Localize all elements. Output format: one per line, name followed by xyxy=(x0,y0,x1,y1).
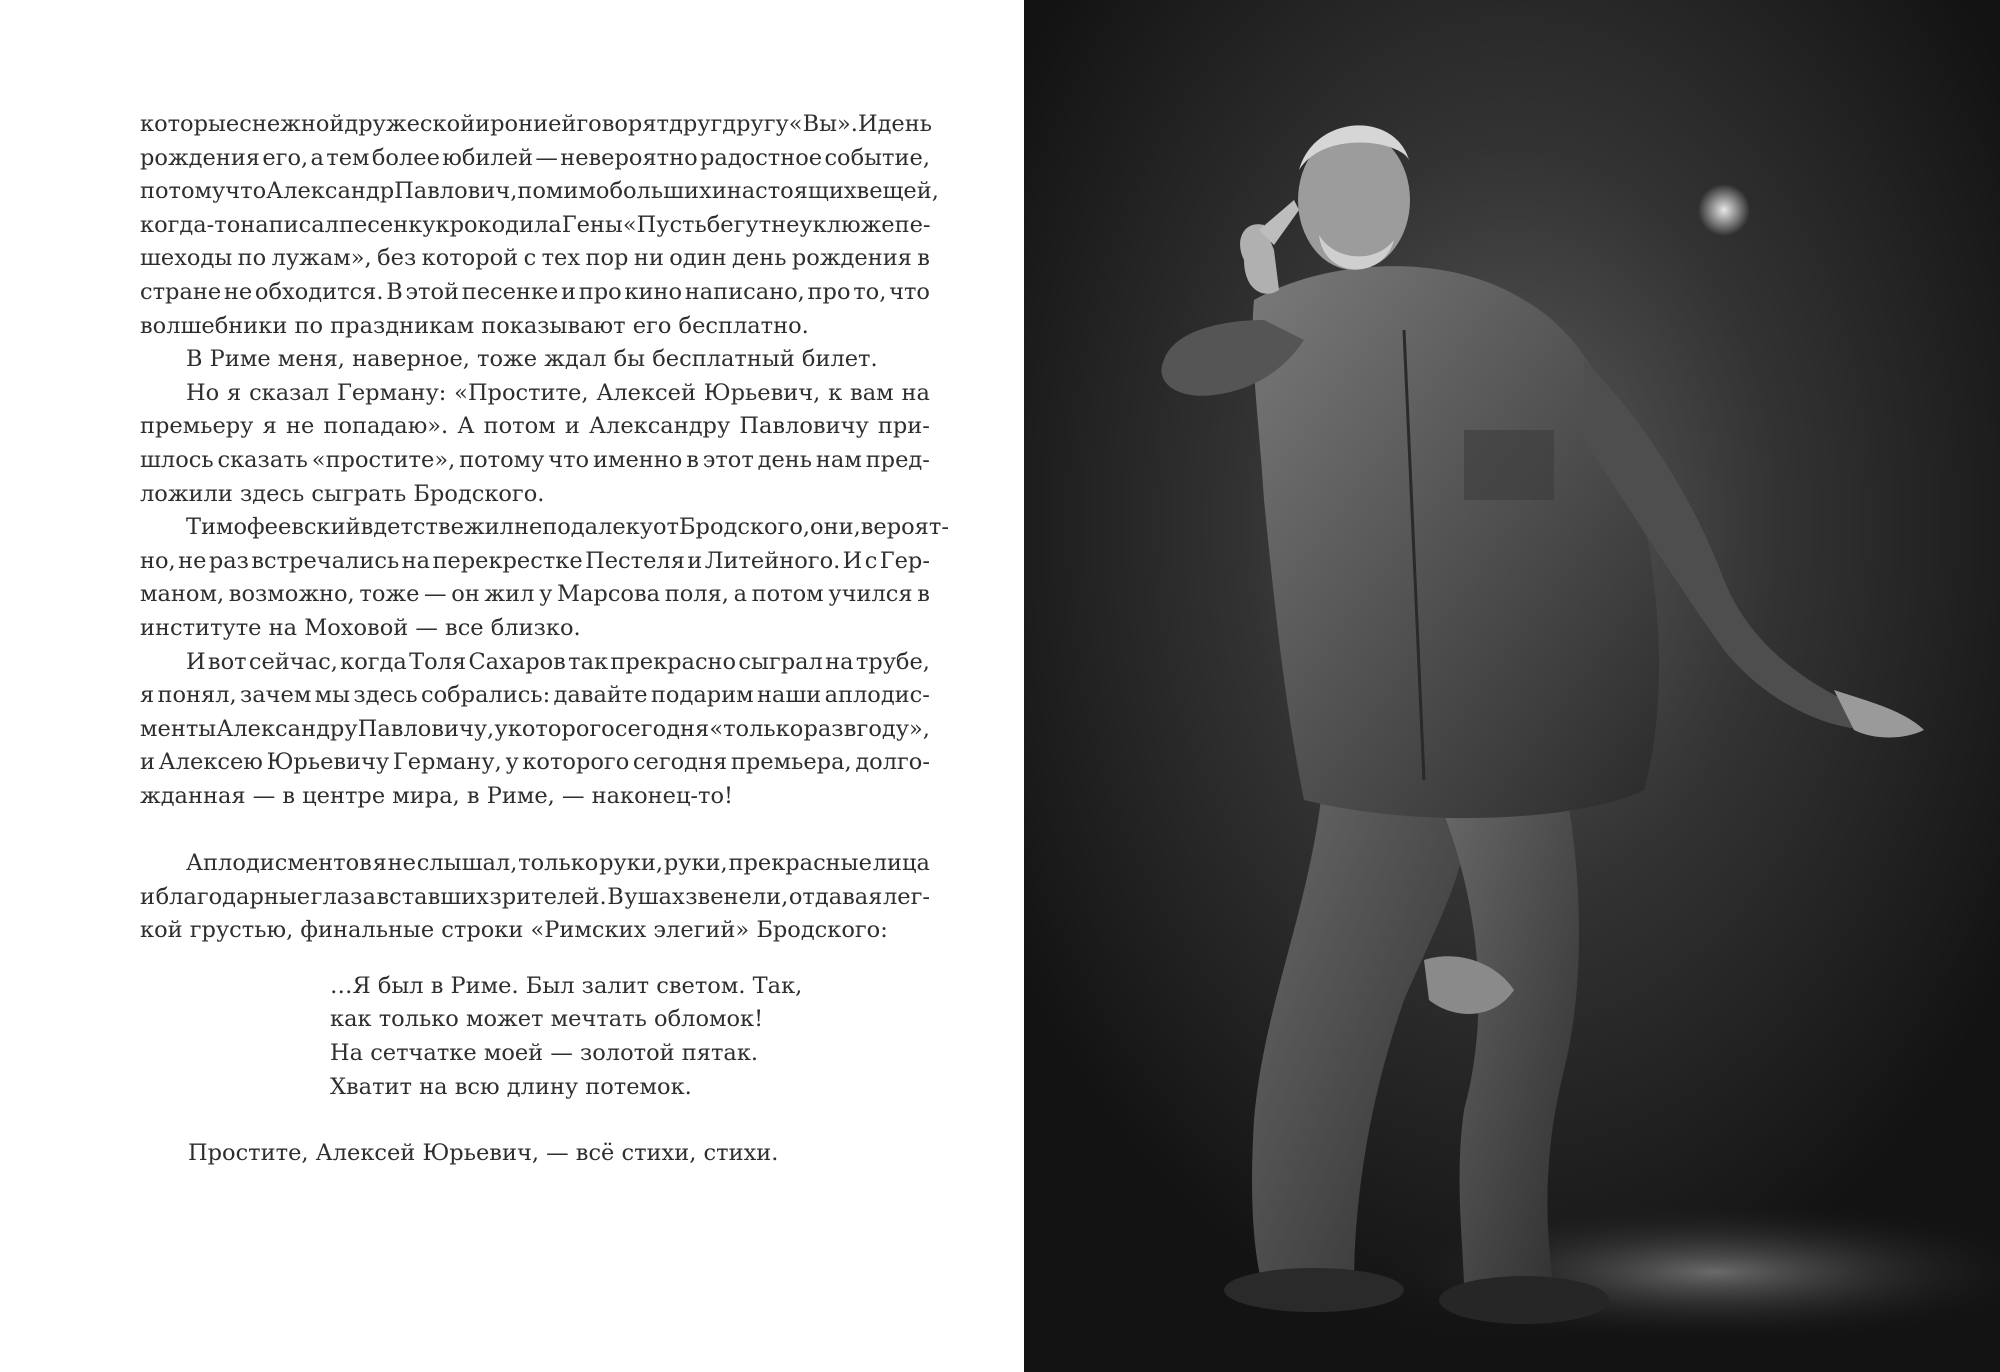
text-line: рождения его, а тем более юбилей — невероятно радостное событие, xyxy=(140,144,930,171)
text-line: волшебники по праздникам показывают его бесплатно. xyxy=(140,312,809,339)
text-line: но, не раз встречались на перекрестке Пестеля и Литейного. И с Гер- xyxy=(140,547,930,574)
text-line: И вот сейчас, когда Толя Сахаров так прекрасно сыграл на трубе, xyxy=(186,648,930,675)
text-line: стране не обходится. В этой песенке и про кино написано, про то, что xyxy=(140,278,930,305)
text-line: которые с нежной дружеской иронией говорят друг другу «Вы». И день xyxy=(140,111,932,137)
text-line: Но я сказал Герману: «Простите, Алексей Юрьевич, к вам на xyxy=(186,379,930,406)
text-line: В Риме меня, наверное, тоже ждал бы бесплатный билет. xyxy=(186,346,878,373)
poem-line: Хватит на всю длину потемок. xyxy=(330,1073,692,1100)
poem-line: как только может мечтать обломок! xyxy=(330,1006,764,1033)
poem-line: На сетчатке моей — золотой пятак. xyxy=(330,1040,759,1067)
body-text xyxy=(140,108,949,1171)
text-line: и благодарные глаза вставших зрителей. В ушах звенели, отдавая лег- xyxy=(140,883,930,910)
text-line: менты Александру Павловичу, у которого сегодня «только раз в году», xyxy=(140,715,930,742)
closing-line: Простите, Алексей Юрьевич, — всё стихи, стихи. xyxy=(188,1140,779,1167)
text-line: жданная — в центре мира, в Риме, — наконец-то! xyxy=(140,782,734,809)
stage-performer-photo xyxy=(1024,0,2000,1372)
text-line: премьеру я не попадаю». А потом и Александру Павловичу при- xyxy=(140,413,930,440)
text-line: потому что Александр Павлович, помимо больших и настоящих вещей, xyxy=(140,178,939,205)
stage-lamp xyxy=(1698,184,1750,236)
text-line: я понял, зачем мы здесь собрались: давайте подарим наши аплодис- xyxy=(140,682,930,709)
text-line: институте на Моховой — все близко. xyxy=(140,614,581,641)
poem-line: …Я был в Риме. Был залит светом. Так, xyxy=(330,972,803,999)
text-line: Тимофеевский в детстве жил неподалеку от Бродского, они, вероят- xyxy=(186,514,949,541)
text-line: когда-то написал песенку крокодила Гены «Пусть бегут неуклюже пе- xyxy=(140,211,931,238)
text-line: шлось сказать «простите», потому что именно в этот день нам пред- xyxy=(140,446,930,473)
text-line: шеходы по лужам», без которой с тех пор ни один день рождения в xyxy=(140,245,930,272)
text-line: ложили здесь сыграть Бродского. xyxy=(140,480,545,507)
text-line: и Алексею Юрьевичу Герману, у которого сегодня премьера, долго- xyxy=(140,749,930,776)
poem-quote xyxy=(330,970,930,1104)
text-line: маном, возможно, тоже — он жил у Марсова поля, а потом учился в xyxy=(140,581,930,608)
text-line: кой грустью, финальные строки «Римских элегий» Бродского: xyxy=(140,917,888,944)
text-line: Аплодисментов я не слышал, только руки, руки, прекрасные лица xyxy=(186,850,930,877)
